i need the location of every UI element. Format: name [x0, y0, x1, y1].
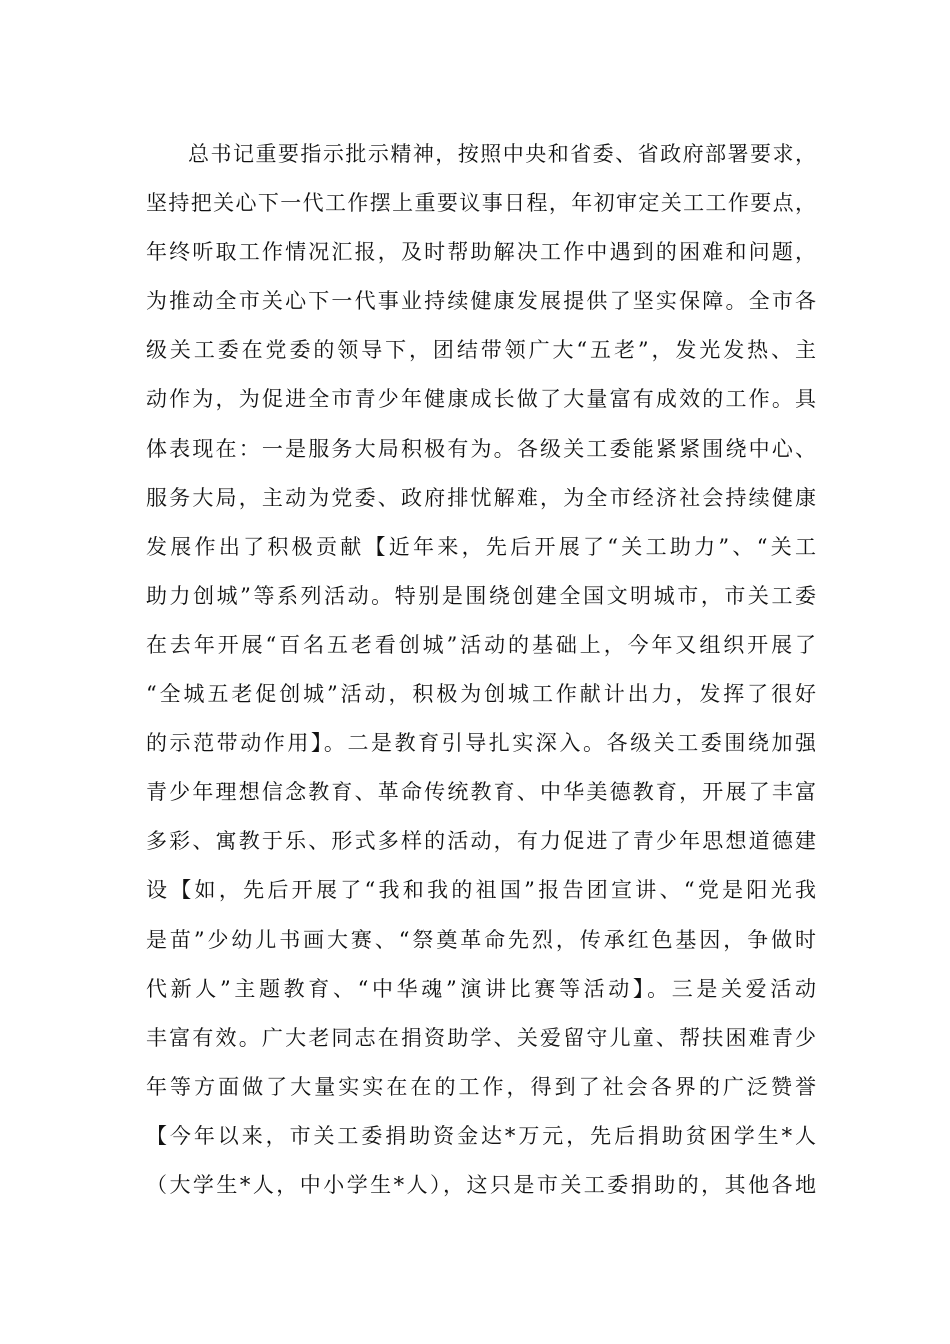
text-line: “全城五老促创城”活动，积极为创城工作献计出力，发挥了很好: [146, 682, 816, 707]
text-line: 体表现在：一是服务大局积极有为。各级关工委能紧紧围绕中心、: [146, 436, 816, 461]
text-line: 是苗”少幼儿书画大赛、“祭奠革命先烈，传承红色基因，争做时: [146, 927, 816, 952]
text-line: 年终听取工作情况汇报，及时帮助解决工作中遇到的困难和问题，: [146, 240, 816, 265]
text-line: 丰富有效。广大老同志在捐资助学、关爱留守儿童、帮扶困难青少: [146, 1025, 816, 1050]
text-line: 助力创城”等系列活动。特别是围绕创建全国文明城市，市关工委: [146, 583, 816, 608]
text-line: （大学生*人，中小学生*人），这只是市关工委捐助的，其他各地: [146, 1172, 816, 1197]
text-line: 在去年开展“百名五老看创城”活动的基础上，今年又组织开展了: [146, 632, 816, 657]
text-line: 动作为，为促进全市青少年健康成长做了大量富有成效的工作。具: [146, 387, 816, 412]
text-line: 为推动全市关心下一代事业持续健康发展提供了坚实保障。全市各: [146, 289, 816, 314]
text-line: 青少年理想信念教育、革命传统教育、中华美德教育，开展了丰富: [146, 780, 816, 805]
text-line: 服务大局，主动为党委、政府排忧解难，为全市经济社会持续健康: [146, 485, 816, 510]
text-line: 【今年以来，市关工委捐助资金达*万元，先后捐助贫困学生*人: [146, 1123, 816, 1148]
text-line: 年等方面做了大量实实在在的工作，得到了社会各界的广泛赞誉: [146, 1074, 816, 1099]
text-line: 的示范带动作用】。二是教育引导扎实深入。各级关工委围绕加强: [146, 731, 816, 756]
text-line: 设【如，先后开展了“我和我的祖国”报告团宣讲、“党是阳光我: [146, 878, 816, 903]
text-line: 代新人”主题教育、“中华魂”演讲比赛等活动】。三是关爱活动: [146, 976, 816, 1001]
text-line: 多彩、寓教于乐、形式多样的活动，有力促进了青少年思想道德建: [146, 829, 816, 854]
text-line: 发展作出了积极贡献【近年来，先后开展了“关工助力”、“关工: [146, 534, 816, 559]
text-line: 总书记重要指示批示精神，按照中央和省委、省政府部署要求，: [188, 142, 816, 166]
text-line: 坚持把关心下一代工作摆上重要议事日程，年初审定关工工作要点，: [146, 191, 816, 216]
text-line: 级关工委在党委的领导下，团结带领广大“五老”，发光发热、主: [146, 338, 816, 363]
body-paragraph: [146, 130, 816, 1210]
